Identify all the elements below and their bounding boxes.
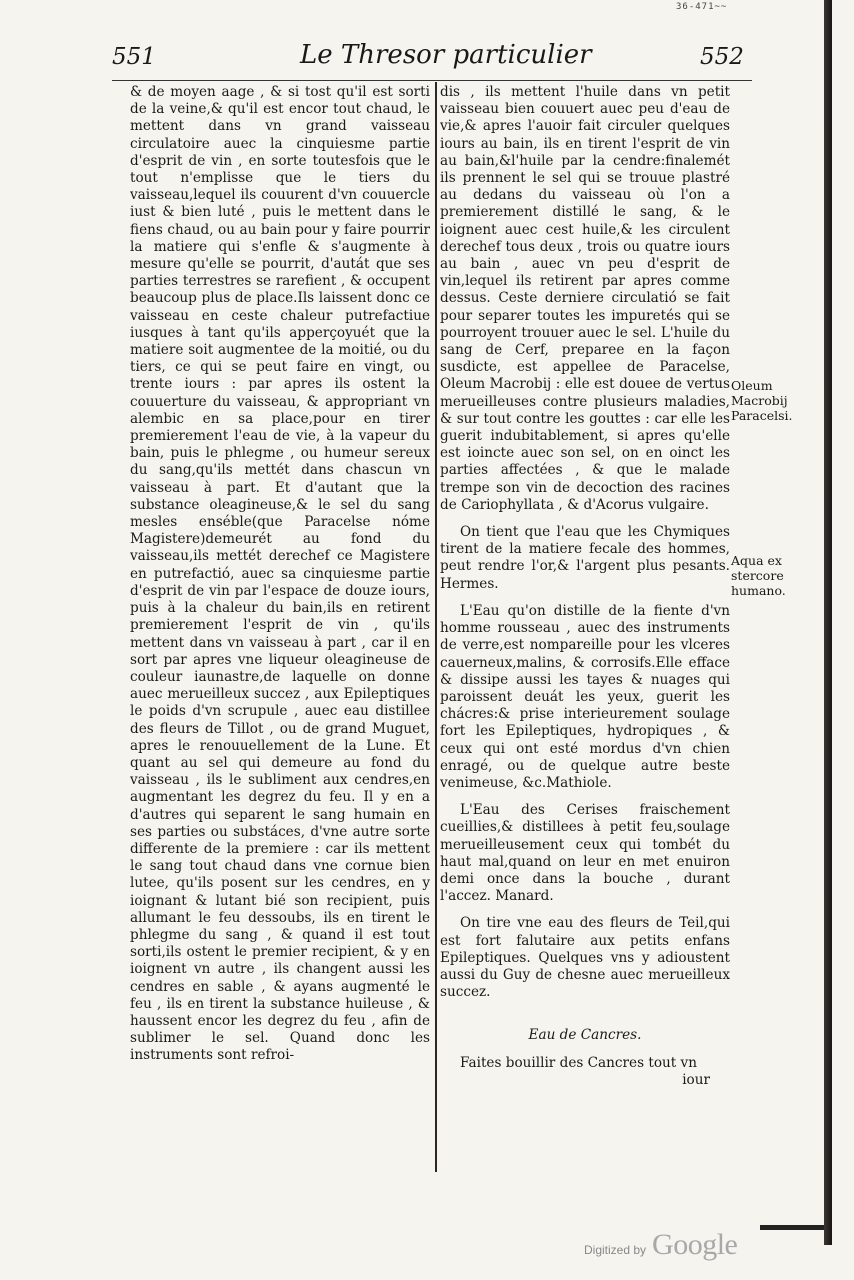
margin-note-aqua: Aqua ex stercore humano. [731, 553, 786, 598]
paragraph-blood-oil: dis , ils mettent l'huile dans vn petit vaisseau bien couuert auec peu d'eau de vie,& apres l'auoir fait circuler quelques iours au bain, ils en tirent l'esprit de vin au bain,&l'huile par la cendre:finalemét ils prennent le sel qui se trouue plastré au dedans du vaisseau où l'on a premierement distillé le sang, & le ioignent auec cest huile,& les circulent derechef tous deux , trois ou quatre iours au bain , auec vn peu d'esprit de vin,lequel ils retirent par apres comme dessus. Ceste derniere circulatió se fait pour separer toutes les impuretés qui se pourroyent trouuer auec le sel. L'huile du sang de Cerf, preparee en la façon susdicte, est appellee de Paracelse, Oleum Macrobij : elle est douee de vertus merueilleuses contre plusieurs maladies, & sur tout contre les gouttes : car elle les guerit indubitablement, si apres qu'elle est ioincte auec son sel, on en oinct les parties affectées , & que le malade trempe son vin de decoction des racines de Cariophyllata , & d'Acorus vulgaire. [440, 84, 730, 513]
header-rule [112, 80, 752, 81]
library-shelfmark: 36-471~~ [676, 2, 728, 12]
google-logo: Google [652, 1228, 738, 1261]
folio-number-right: 552 [700, 44, 744, 70]
page-edge-shadow [824, 0, 832, 1245]
column-divider [435, 82, 437, 1172]
digitized-by-label: Digitized by [584, 1243, 647, 1257]
footer-rule [760, 1225, 824, 1230]
paragraph-chymiques: On tient que l'eau que les Chymiques tirent de la matiere fecale des hommes, peut rendre l'or,& l'argent plus pesants. Hermes. [440, 524, 730, 592]
folio-number-left: 551 [112, 44, 156, 70]
right-column [440, 84, 730, 1089]
running-title: Le Thresor particulier [300, 40, 592, 70]
paragraph-fiente: L'Eau qu'on distille de la fiente d'vn homme rousseau , auec des instruments de verre,est nompareille pour les vlceres cauerneux,malins, & corrosifs.Elle efface & dissipe aussi les tayes & nuages qui paroissent deuát les yeux, guerit les chácres:& prise interieurement soulage fort les Epileptiques, hydropiques , & ceux qui ont esté mordus d'vn chien enragé, ou de quelque autre beste venimeuse, &c.Mathiole. [440, 602, 730, 791]
section-heading: Eau de Cancres. [528, 1027, 642, 1044]
left-column [130, 84, 430, 1065]
paragraph-cancres: Faites bouillir des Cancres tout vn [460, 1054, 697, 1071]
catchword: iour [682, 1071, 710, 1088]
paragraph-cerises: L'Eau des Cerises fraischement cueillies,& distillees à petit feu,soulage merueilleusement ceux qui tombét du haut mal,quand on leur en met enuiron demi once dans la bouche , durant l'accez. Manard. [440, 802, 730, 905]
margin-note-oleum: Oleum Macrobij Paracelsi. [731, 378, 793, 423]
left-column-text: & de moyen aage , & si tost qu'il est sorti de la veine,& qu'il est encor tout chaud, le mettent dans vn grand vaisseau circulatoire auec la cinquiesme partie d'esprit de vin , en sorte toutesfois que le tout n'emplisse que le tiers du vaisseau,lequel ils couurent d'vn couuercle iust & bien luté , puis le mettent dans le fiens chaud, ou au bain pour y faire pourrir la matiere qui s'enfle & s'augmente à mesure qu'elle se pourrit, d'autát que ses parties terrestres se rarefient , & occupent beaucoup plus de place.Ils laissent donc ce vaisseau en ceste chaleur putrefactiue iusques à tant qu'ils apperçoyuét que la matiere soit augmentee de la moitié, ou du tiers, ce qui se peut faire en vingt, ou trente iours : par apres ils ostent la couuerture du vaisseau, & appropriant vn alembic en sa place,pour en tirer premierement l'eau de vie, à la vapeur du bain, puis le phlegme , ou humeur sereux du sang,qu'ils mettét dans chascun vn vaisseau à part. Et d'autant que la substance oleagineuse,& le sel du sang mesles enséble(que Paracelse nóme Magistere)demeurét au fond du vaisseau,ils mettét derechef ce Magistere en putrefactió, auec sa cinquiesme partie d'esprit de vin par l'espace de douze iours, puis à la chaleur du bain,ils en retirent premierement l'esprit de vin , qu'ils mettent dans vn vaisseau à part , car il en sort par apres vne liqueur oleagineuse de couleur iaunastre,de laquelle on donne auec merueilleux succez , aux Epileptiques le poids d'vn scrupule , auec eau distillee des fleurs de Tillot , ou de grand Muguet, apres le renouuellement de la Lune. Et quant au sel qui demeure au fond du vaisseau , ils le subliment aux cendres,en augmentant les degrez du feu. Il y en a d'autres qui separent le sang humain en ses parties ou substáces, d'vne autre sorte differente de la premiere : car ils mettent le sang tout chaud dans vne cornue bien lutee, qu'ils posent sur les cendres, en y ioignant & lutant bié son recipient, puis allumant le feu dessoubs, ils en tirent le phlegme du sang , & quand il est tout sorti,ils ostent le premier recipient, & y en ioignent vn autre , ils changent aussi les cendres en sable , & ayans augmenté le feu , ils en tirent la substance huileuse , & haussent encor les degrez du feu , afin de sublimer le sel. Quand donc les instruments sont refroi- [130, 84, 430, 1064]
digitized-watermark [584, 1228, 737, 1262]
paragraph-teil: On tire vne eau des fleurs de Teil,qui est fort falutaire aux petits enfans Epileptiques. Quelques vns y adioustent aussi du Guy de chesne auec merueilleux succez. [440, 915, 730, 1001]
